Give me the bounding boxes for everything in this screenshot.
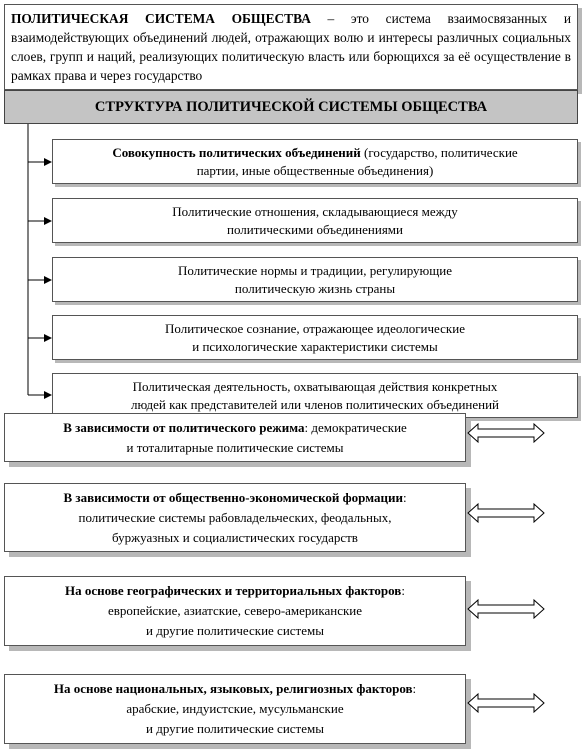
type-1-line2: и тоталитарные политические системы [126, 440, 344, 455]
type-2-line1: : [402, 490, 407, 505]
type-3-line3: и другие политические системы [146, 623, 324, 638]
type-3-line2: европейские, азиатские, северо-американские [107, 603, 363, 618]
type-2-bold: В зависимости от общественно-экономической формации [63, 490, 403, 505]
type-4-line1: : [412, 681, 417, 696]
type-3-bold: На основе географических и территориальных факторов [65, 583, 402, 598]
definition-box [4, 4, 578, 90]
structure-item-3-line2: политическую жизнь страны [234, 281, 396, 296]
structure-header: СТРУКТУРА ПОЛИТИЧЕСКОЙ СИСТЕМЫ ОБЩЕСТВА [4, 90, 578, 124]
type-4-bold: На основе национальных, языковых, религиозных факторов [53, 681, 413, 696]
double-arrow-icon [468, 694, 544, 712]
double-arrow-icon [468, 424, 544, 442]
type-4-line3: и другие политические системы [146, 721, 324, 736]
structure-item-4-line1: Политическое сознание, отражающее идеологические [165, 321, 465, 336]
definition-term: ПОЛИТИЧЕСКАЯ СИСТЕМА ОБЩЕСТВА [11, 11, 311, 26]
structure-item-activity [52, 373, 578, 418]
type-box-geographic [4, 576, 466, 646]
structure-item-5-line1: Политическая деятельность, охватывающая действия конкретных [132, 379, 498, 394]
double-arrow-icon [468, 600, 544, 618]
type-3-line1: : [401, 583, 405, 598]
structure-item-1-line2: партии, иные общественные объединения) [196, 163, 434, 178]
structure-item-consciousness [52, 315, 578, 360]
structure-item-2-line2: политическими объединениями [227, 222, 403, 237]
structure-item-norms [52, 257, 578, 302]
structure-item-1-line1: (государство, политические [360, 145, 518, 160]
structure-item-relations [52, 198, 578, 243]
structure-item-2-line1: Политические отношения, складывающиеся между [172, 204, 458, 219]
structure-item-4-line2: и психологические характеристики системы [192, 339, 438, 354]
type-4-line2: арабские, индуистские, мусульманские [126, 701, 344, 716]
double-arrow-icon [468, 504, 544, 522]
type-box-national [4, 674, 466, 744]
type-box-regime [4, 413, 466, 462]
type-1-bold: В зависимости от политического режима [63, 420, 305, 435]
type-1-line1: : демократические [304, 420, 407, 435]
type-2-line2: политические системы рабовладельческих, феодальных, [78, 510, 392, 525]
structure-item-1-bold: Совокупность политических объединений [112, 145, 361, 160]
type-box-formation [4, 483, 466, 552]
definition-text: – это система взаимосвязанных и взаимодействующих объединений людей, отражающих волю и интересы различных социальных слоев, групп и наций, реализующих политическую власть или борющихся за её осуществление в рамках права и через государство [11, 11, 571, 83]
structure-item-associations [52, 139, 578, 184]
structure-item-5-line2: людей как представителей или членов политических объединений [130, 397, 499, 412]
type-2-line3: буржуазных и социалистических государств [112, 530, 358, 545]
structure-item-3-line1: Политические нормы и традиции, регулирующие [178, 263, 452, 278]
